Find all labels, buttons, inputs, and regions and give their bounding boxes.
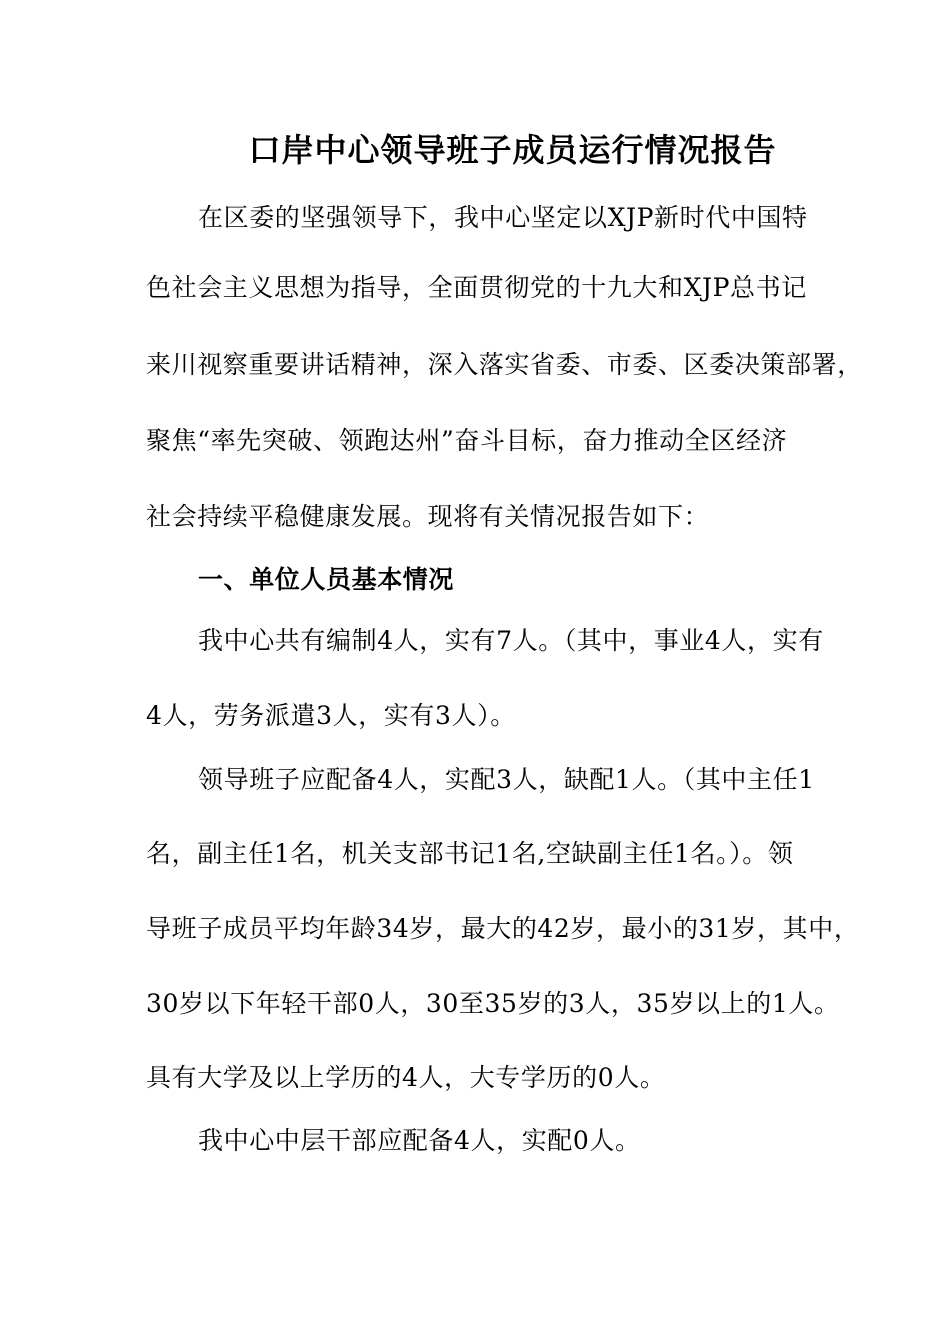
paragraph-line-8: 领导班子应配备4人，实配3人，缺配1人。（其中主任1 [198,765,815,794]
paragraph-line-3: 来川视察重要讲话精神，深入落实省委、市委、区委决策部署， [146,350,863,379]
section-heading-1: 一、单位人员基本情况 [198,565,455,594]
paragraph-line-10: 导班子成员平均年龄34岁，最大的42岁，最小的31岁，其中， [146,914,860,943]
paragraph-line-2: 色社会主义思想为指导，全面贯彻党的十九大和XJP总书记 [146,273,807,302]
paragraph-line-5: 社会持续平稳健康发展。现将有关情况报告如下： [146,502,710,531]
paragraph-line-6: 我中心共有编制4人，实有7人。（其中，事业4人，实有 [198,626,824,655]
paragraph-line-4: 聚焦“率先突破、领跑达州”奋斗目标，奋力推动全区经济 [146,426,788,455]
paragraph-line-12: 具有大学及以上学历的4人，大专学历的0人。 [146,1063,666,1092]
paragraph-line-11: 30岁以下年轻干部0人，30至35岁的3人，35岁以上的1人。 [146,989,840,1018]
paragraph-line-13: 我中心中层干部应配备4人，实配0人。 [198,1126,641,1155]
paragraph-line-1: 在区委的坚强领导下，我中心坚定以XJP新时代中国特 [198,203,808,232]
document-title: 口岸中心领导班子成员运行情况报告 [248,131,777,169]
paragraph-line-7: 4人，劳务派遣3人，实有3人）。 [146,701,516,730]
paragraph-line-9: 名，副主任1名，机关支部书记1名,空缺副主任1名。）。领 [146,839,794,868]
